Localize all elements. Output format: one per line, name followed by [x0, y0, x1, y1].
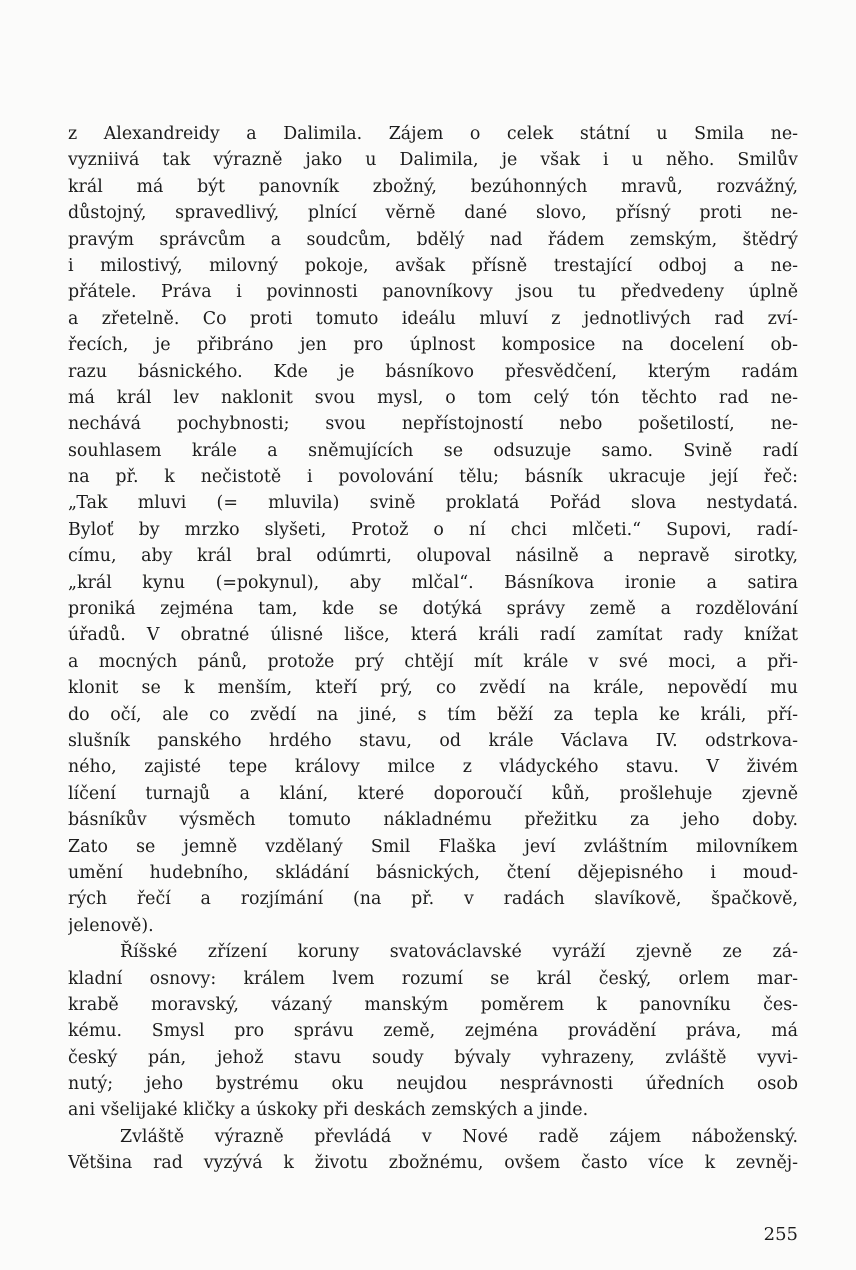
text-line: umění hudebního, skládání básnických, čtení dějepisného i moud-: [68, 862, 798, 883]
text-line: kému. Smysl pro správu země, zejména provádění práva, má: [68, 1021, 798, 1042]
text-line: Většina rad vyzývá k životu zbožnému, ovšem často více k zevněj-: [68, 1153, 798, 1174]
text-line: přátele. Práva i povinnosti panovníkovy jsou tu předvedeny úplně: [68, 282, 798, 303]
text-line: Zato se jemně vzdělaný Smil Flaška jeví zvláštním milovníkem: [68, 836, 798, 857]
text-line: král má být panovník zbožný, bezúhonných mravů, rozvážný,: [68, 176, 798, 197]
text-line: má král lev naklonit svou mysl, o tom celý tón těchto rad ne-: [68, 387, 798, 408]
text-line: proniká zejména tam, kde se dotýká správy země a rozdělování: [68, 599, 798, 620]
text-line: jelenově).: [68, 915, 154, 936]
text-line: a mocných pánů, protože prý chtějí mít krále v své moci, a při-: [68, 651, 798, 672]
text-line: razu básnického. Kde je básníkovo přesvědčení, kterým radám: [68, 361, 798, 382]
text-line: na př. k nečistotě i povolování tělu; básník ukracuje její řeč:: [68, 467, 798, 488]
text-line: ného, zajisté tepe královy milce z vládyckého stavu. V živém: [68, 757, 798, 778]
text-line: nutý; jeho bystrému oku neujdou nesprávnosti úředních osob: [68, 1074, 798, 1095]
text-line: básníkův výsměch tomuto nákladnému přežitku za jeho doby.: [68, 810, 798, 831]
page-number: 255: [763, 1224, 798, 1245]
text-line: Zvláště výrazně převládá v Nové radě zájem náboženský.: [120, 1126, 798, 1147]
text-line: líčení turnajů a klání, které doporoučí kůň, prošlehuje zjevně: [68, 783, 798, 804]
text-line: souhlasem krále a sněmujících se odsuzuje samo. Svině radí: [68, 440, 798, 461]
text-line: kladní osnovy: králem lvem rozumí se král český, orlem mar-: [68, 968, 798, 989]
text-line: a zřetelně. Co proti tomuto ideálu mluví z jednotlivých rad zví-: [68, 308, 798, 329]
text-line: do očí, ale co zvědí na jiné, s tím běží za tepla ke králi, pří-: [68, 704, 798, 725]
text-line: címu, aby král bral odúmrti, olupoval násilně a nepravě sirotky,: [68, 546, 798, 567]
text-line: i milostivý, milovný pokoje, avšak přísně trestající odboj a ne-: [68, 255, 798, 276]
text-line: Byloť by mrzko slyšeti, Protož o ní chci mlčeti.“ Supovi, radí-: [68, 519, 798, 540]
text-line: Říšské zřízení koruny svatováclavské vyráží zjevně ze zá-: [120, 942, 798, 963]
text-line: vyzniivá tak výrazně jako u Dalimila, je však i u něho. Smilův: [68, 150, 798, 171]
text-line: „Tak mluvi (= mluvila) svině proklatá Pořád slova nestydatá.: [68, 493, 798, 514]
text-line: rých řečí a rozjímání (na př. v radách slavíkově, špačkově,: [68, 889, 798, 910]
text-line: nechává pochybnosti; svou nepřístojností nebo pošetilostí, ne-: [68, 414, 798, 435]
text-line: český pán, jehož stavu soudy bývaly vyhrazeny, zvláště vyvi-: [68, 1047, 798, 1068]
text-line: krabě moravský, vázaný manským poměrem k panovníku čes-: [68, 994, 798, 1015]
text-line: slušník panského hrdého stavu, od krále Václava IV. odstrkova-: [68, 730, 798, 751]
text-line: klonit se k menším, kteří prý, co zvědí na krále, nepovědí mu: [68, 678, 798, 699]
text-line: řecích, je přibráno jen pro úplnost komposice na docelení ob-: [68, 335, 798, 356]
text-line: důstojný, spravedlivý, plnící věrně dané slovo, přísný proti ne-: [68, 203, 798, 224]
text-line: z Alexandreidy a Dalimila. Zájem o celek státní u Smila ne-: [68, 124, 798, 144]
text-line: „král kynu (=pokynul), aby mlčal“. Básníkova ironie a satira: [68, 572, 798, 593]
body-text: [68, 121, 798, 1177]
text-line: ani všelijaké kličky a úskoky při deskách zemských a jinde.: [68, 1100, 589, 1121]
text-line: pravým správcům a soudcům, bdělý nad řádem zemským, štědrý: [68, 229, 798, 250]
text-line: úřadů. V obratné úlisné lišce, která králi radí zamítat rady knížat: [68, 625, 798, 646]
